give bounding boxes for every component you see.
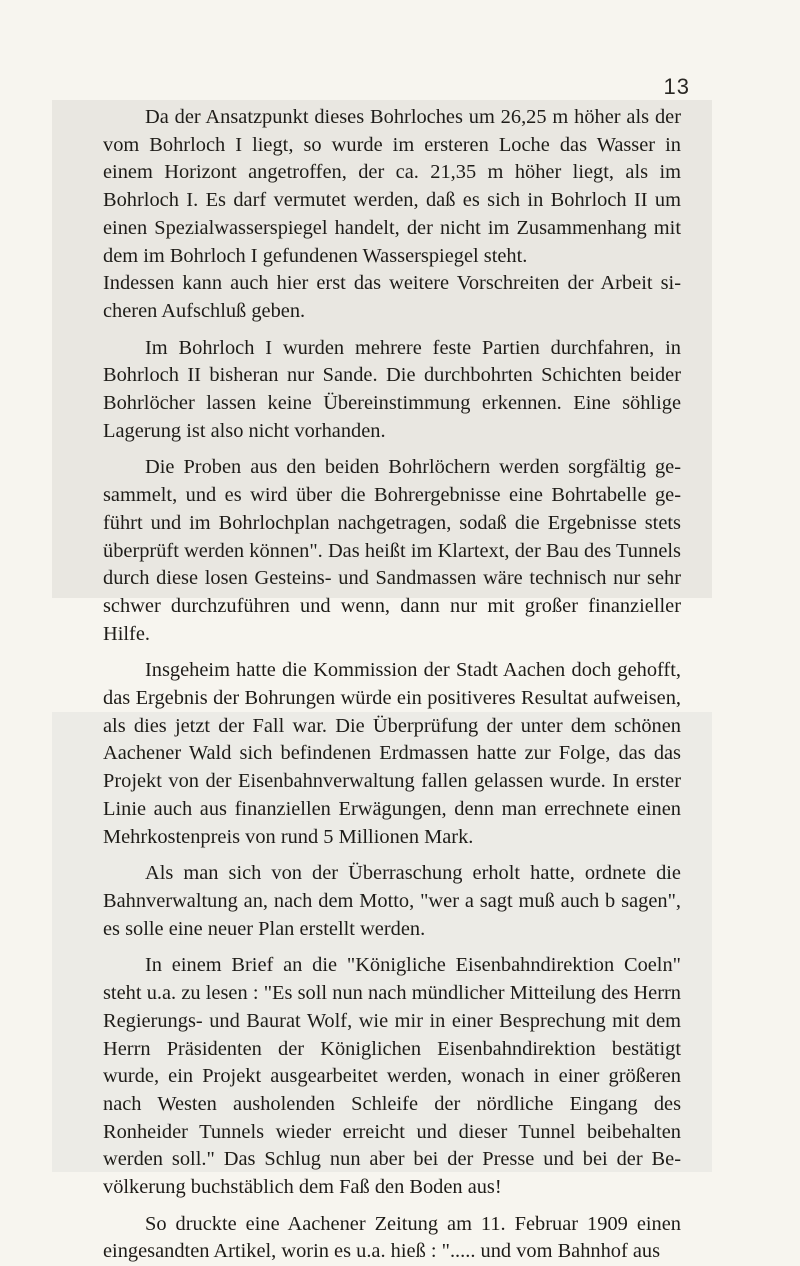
body-text: [103, 104, 681, 1266]
paragraph-3: Im Bohrloch I wurden mehrere feste Partien durchfahren, in Bohrloch II bisheran nur Sande. Die durchbohrten Schichten beider Bohrlöcher lassen keine Übereinstimmung erkennen. Eine söhlige Lagerung ist also nicht vorhanden.: [103, 336, 681, 442]
paragraph-7: In einem Brief an die "Königliche Eisenbahndirektion Coeln" steht u.a. zu lesen : "Es soll nun nach mündlicher Mitteilung des Herrn Regierungs- und Baurat Wolf, wie mir in einer Besprechung mit dem Herrn Präsidenten der Königlichen Eisenbahndirektion bestätigt wurde, ein Projekt ausgearbeitet werden, wonach in einer größeren nach Westen ausholenden Schleife der nördliche Eingang des Ronheider Tunnels wieder erreicht und dieser Tunnel beibehalten werden soll." Das Schlug nun aber bei der Presse und bei der Bevölkerung buchstäblich dem Faß den Boden aus!: [103, 954, 681, 1199]
paragraph-4: Die Proben aus den beiden Bohrlöchern werden sorgfältig gesammelt, und es wird über die Bohrergebnisse eine Bohrtabelle geführt und im Bohrlochplan nachgetragen, sodaß die Ergebnisse stets überprüft werden können". Das heißt im Klartext, der Bau des Tunnels durch diese losen Gesteins- und Sandmassen wäre technisch nur sehr schwer durchzuführen und wenn, dann nur mit großer finanzieller Hilfe.: [103, 456, 681, 645]
paragraph-8: So druckte eine Aachener Zeitung am 11. Februar 1909 einen eingesandten Artikel, worin es u.a. hieß : "..... und vom Bahnhof aus: [103, 1212, 681, 1263]
paragraph-2: Indessen kann auch hier erst das weitere Vorschreiten der Arbeit sicheren Aufschluß geben.: [103, 272, 681, 322]
paragraph-1: Da der Ansatzpunkt dieses Bohrloches um 26,25 m höher als der vom Bohrloch I liegt, so wurde im ersteren Loche das Wasser in einem Horizont angetroffen, der ca. 21,35 m höher liegt, als im Bohrloch I. Es darf vermutet werden, daß es sich in Bohrloch II um einen Spezialwasserspiegel handelt, der nicht im Zusammenhang mit dem im Bohrloch I gefundenen Wasserspiegel steht.: [103, 106, 681, 267]
paragraph-6: Als man sich von der Überraschung erholt hatte, ordnete die Bahnverwaltung an, nach dem Motto, "wer a sagt muß auch b sagen", es solle eine neuer Plan erstellt werden.: [103, 862, 681, 940]
page-number: 13: [663, 74, 690, 99]
paragraph-5: Insgeheim hatte die Kommission der Stadt Aachen doch gehofft, das Ergebnis der Bohrungen würde ein positiveres Resultat aufweisen, als dies jetzt der Fall war. Die Überprüfung der unter dem schönen Aachener Wald sich befindenen Erdmassen hatte zur Folge, das das Projekt von der Eisenbahnverwaltung fallen gelassen wurde. In erster Linie auch aus finanziellen Erwägungen, denn man errechnete einen Mehrkostenpreis von rund 5 Millionen Mark.: [103, 659, 681, 848]
